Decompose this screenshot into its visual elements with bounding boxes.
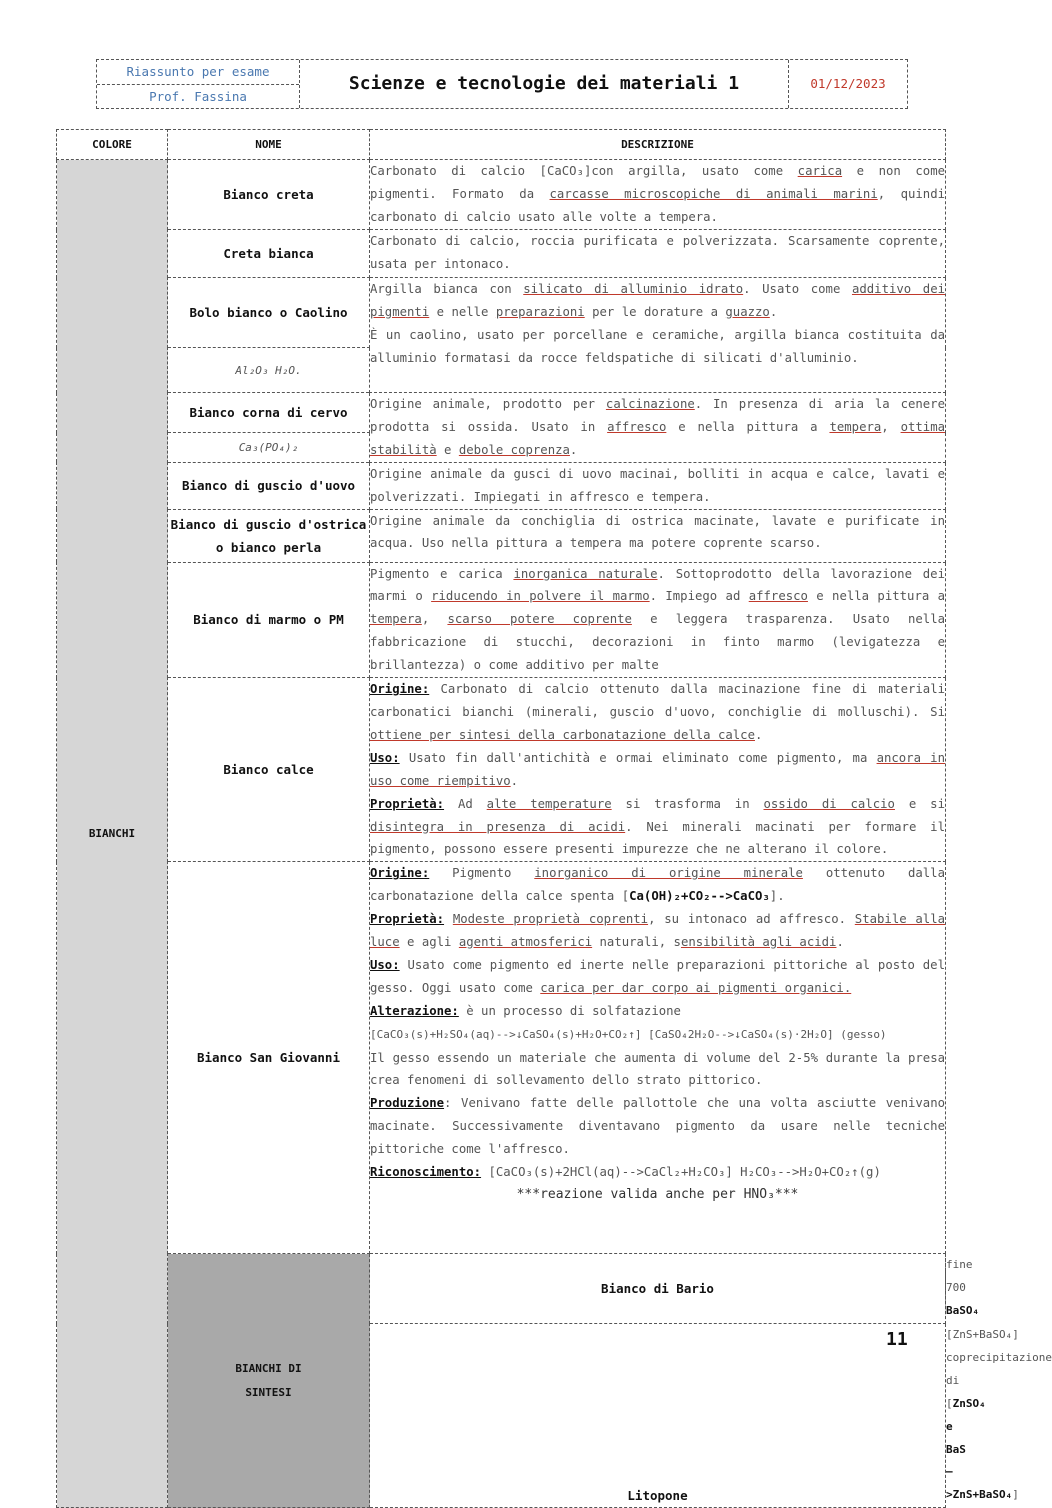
pigments-table (56, 129, 1052, 1508)
header-course-title: Scienze e tecnologie dei materiali 1 (348, 73, 740, 94)
table-row (57, 678, 946, 862)
header-left (97, 60, 300, 108)
col-header-descrizione: DESCRIZIONE (370, 130, 946, 160)
pigment-name: Bianco di marmo o PM (168, 562, 370, 678)
col-header-nome: NOME (168, 130, 370, 160)
pigment-name: Bolo bianco o Caolino (168, 278, 370, 348)
reaction-note: ***reazione valida anche per HNO₃*** (516, 1187, 799, 1202)
col-header-colore: COLORE (57, 130, 168, 160)
table-row (57, 562, 946, 678)
header-subtitle: Riassunto per esame (97, 60, 299, 85)
pigment-description: Argilla bianca con silicato di alluminio idrato. Usato come additivo dei pigmenti e nelle preparazioni per le dorature a guazzo. È un caolino, usato per porcellane e ceramiche, argilla bianca costituita da alluminio formatasi da rocce feldspatiche di silicati d'alluminio. (370, 278, 946, 393)
pigment-description: Origine animale da conchiglia di ostrica macinate, lavate e purificate in acqua. Uso nella pittura a tempera ma potere coprente scarso. (370, 509, 946, 562)
category-bianchi: BIANCHI (57, 160, 168, 1508)
header-date: 01/12/2023 (788, 60, 907, 108)
pigment-description: Origine animale, prodotto per calcinazione. In presenza di aria la cenere prodotta si ossida. Usato in affresco e nella pittura a tempera, ottima stabilità e debole coprenza. (370, 393, 946, 463)
table-row (57, 393, 946, 433)
table-row (57, 230, 946, 278)
pigment-name: Bianco di Bario (370, 1254, 946, 1324)
pigment-name: Bianco corna di cervo (168, 393, 370, 433)
pigment-name: Bianco calce (168, 678, 370, 862)
pigment-description: Origine: Pigmento inorganico di origine minerale ottenuto dalla carbonatazione della calce spenta [Ca(OH)₂+CO₂-->CaCO₃]. Proprietà: Modeste proprietà coprenti, su intonaco ad affresco. Stabile alla luce e agli agenti atmosferici naturali, sensibilità agli acidi. Uso: Usato come pigmento ed inerte nelle preparazioni pittoriche al posto del gesso. Oggi usato come carica per dar corpo ai pigmenti organici. Alterazione: è un processo di solfatazione [CaCO₃(s)+H₂SO₄(aq)-->↓CaSO₄(s)+H₂O+CO₂↑] [CaSO₄2H₂O-->↓CaSO₄(s)·2H₂O] (gesso) Il gesso essendo un materiale che aumenta di volume del 2-5% durante la presa crea fenomeni di sollevamento dello strato pittorico. Produzione: Venivano fatte delle pallottole che una volta asciutte venivano macinate. Successivamente diventavano pigmento da usare nelle tecniche pittoriche come l'affresco. Riconoscimento: [CaCO₃(s)+2HCl(aq)-->CaCl₂+H₂CO₃] H₂CO₃-->H₂O+CO₂↑(g) ***reazione valida anche per HNO₃*** (370, 862, 946, 1254)
table-row (57, 862, 946, 1254)
pigment-description: Origine animale da gusci di uovo macinai, bolliti in acqua e calce, lavati e polverizzati. Impiegati in affresco e tempera. (370, 462, 946, 509)
pigment-description: Pigmento e carica inorganica naturale. Sottoprodotto della lavorazione dei marmi o riducendo in polvere il marmo. Impiego ad affresco e nella pittura a tempera, scarso potere coprente e leggera trasparenza. Usato nella fabbricazione di stucchi, decorazioni in finto marmo (levigatezza e brillantezza) o come additivo per malte (370, 562, 946, 678)
table-row: BIANCHI DI SINTESI Bianco di Bario fine 700 BaSO₄ (57, 1254, 946, 1324)
page-number: 11 (886, 1329, 908, 1350)
pigment-name: Litopone (370, 1324, 946, 1508)
pigment-description: Carbonato di calcio, roccia purificata e polverizzata. Scarsamente coprente, usata per intonaco. (370, 230, 946, 278)
pigment-formula: Al₂O₃ H₂O. (168, 348, 370, 393)
pigment-name: Creta bianca (168, 230, 370, 278)
document-header (96, 59, 908, 109)
pigment-name: Bianco di guscio d'ostrica o bianco perla (168, 509, 370, 562)
pigment-description: Carbonato di calcio [CaCO₃]con argilla, usato come carica e non come pigmenti. Formato da carcasse microscopiche di animali marini, quindi carbonato di calcio usato alle volte a tempera. (370, 160, 946, 230)
table-row (57, 509, 946, 562)
table-header-row (57, 130, 946, 160)
pigment-name: Bianco San Giovanni (168, 862, 370, 1254)
pigment-description: Origine: Carbonato di calcio ottenuto dalla macinazione fine di materiali carbonatici bianchi (minerali, guscio d'uovo, conchiglie di molluschi). Si ottiene per sintesi della carbonatazione della calce. Uso: Usato fin dall'antichità e ormai eliminato come pigmento, ma ancora in uso come riempitivo. Proprietà: Ad alte temperature si trasforma in ossido di calcio e si disintegra in presenza di acidi. Nei minerali macinati per formare il pigmento, possono essere presenti impurezze che ne alterano il colore. (370, 678, 946, 862)
pigment-formula: Ca₃(PO₄)₂ (168, 433, 370, 462)
category-bianchi-di-sintesi: BIANCHI DI SINTESI (168, 1254, 370, 1508)
pigment-name: Bianco creta (168, 160, 370, 230)
table-row (57, 462, 946, 509)
header-professor: Prof. Fassina (149, 88, 247, 104)
table-row: Litopone [ZnS+BaSO₄] coprecipitazione di [ZnSO₄ e BaS—>ZnS+BaSO₄] (57, 1324, 946, 1508)
table-row (57, 160, 946, 230)
table-row (57, 278, 946, 348)
pigment-name: Bianco di guscio d'uovo (168, 462, 370, 509)
